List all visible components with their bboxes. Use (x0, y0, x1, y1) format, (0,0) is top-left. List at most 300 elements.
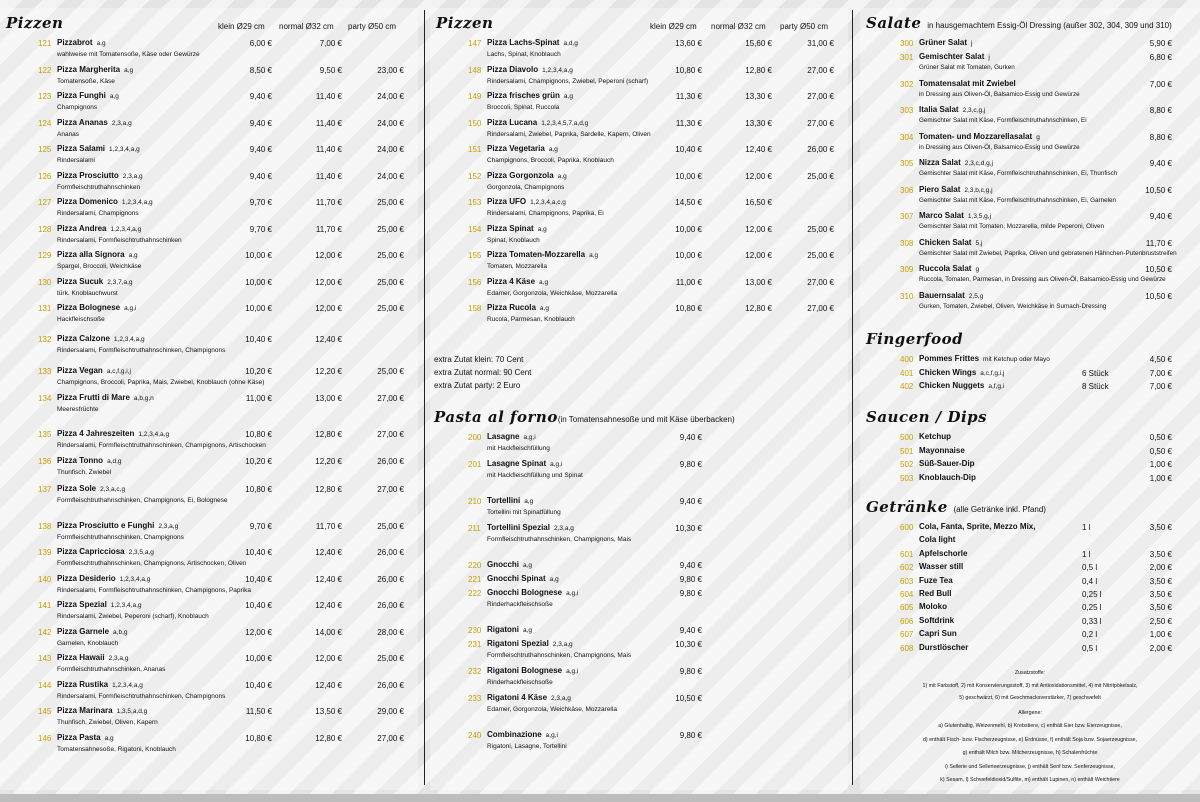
menu-item-pizza (0, 706, 418, 732)
item-name (57, 484, 125, 493)
item-number: 201 (468, 460, 482, 469)
item-name-text: Pommes Frittes (919, 354, 980, 363)
item-number: 121 (38, 39, 52, 48)
item-price: 12,00 € (315, 654, 342, 663)
item-number: 155 (468, 251, 482, 260)
item-description: Tomatensahnesoße, Rigatoni, Knoblauch (57, 745, 176, 753)
item-price: 27,00 € (807, 65, 834, 75)
item-name: Mayonnaise (919, 445, 965, 455)
item-price: 12,00 € (745, 171, 772, 181)
item-description: Rinderhackfleischsoße (487, 679, 553, 686)
item-price: 12,40 € (315, 601, 342, 610)
item-price: 12,20 € (315, 456, 342, 466)
menu-item-sauce (860, 446, 1200, 460)
item-number: 154 (468, 224, 482, 234)
item-name: Capri Sun (919, 629, 957, 639)
item-number: 221 (468, 575, 482, 584)
item-description: Spinat, Knoblauch (487, 236, 540, 244)
allergen-line: k) Sesam, l) Schwefeldioxid/Sulfite, m) enthält Lupinen, n) enthält Weichtiere (940, 777, 1120, 783)
item-number: 151 (468, 145, 482, 154)
item-name-text: Pizza Pasta (57, 732, 101, 742)
pizzen-title-2: Pizzen (436, 14, 494, 32)
allergen-codes: a,d,g (563, 40, 578, 47)
menu-item-pizza (0, 653, 418, 679)
item-number: 122 (38, 65, 52, 75)
item-name (487, 574, 559, 583)
item-name (919, 291, 983, 300)
item-name (57, 118, 132, 127)
item-name-text: Lasagne (487, 432, 520, 441)
item-name-text: Rigatoni (487, 625, 519, 634)
item-number: 149 (468, 92, 482, 101)
item-name (919, 132, 1040, 141)
item-price: 27,00 € (377, 430, 404, 439)
item-number: 308 (900, 238, 914, 248)
item-description: Formfleischtruthahnschinken, Ananas (57, 666, 166, 673)
item-name (487, 730, 558, 739)
item-name-text: Pizza Spinat (487, 223, 534, 233)
menu-column-3 (860, 8, 1200, 790)
item-name-text: Chicken Salat (919, 237, 972, 247)
item-number: 222 (468, 589, 482, 598)
item-description: Edamer, Gorgonzola, Weichkäse, Mozzarella (487, 706, 617, 713)
item-price: 3,50 € (1149, 576, 1172, 586)
allergen-codes: a,g (549, 576, 559, 583)
item-description: Gemischter Salat mit Tomaten, Mozzarella, milde Peperoni, Oliven (919, 223, 1105, 230)
item-number: 127 (38, 198, 52, 207)
item-price: 10,50 € (1145, 185, 1172, 195)
item-name-text: Pizza Sole (57, 484, 97, 493)
allergen-codes: 2,3,a,c,g (100, 486, 126, 493)
allergen-codes: 1,2,3,4,a,g (119, 575, 151, 583)
item-number: 500 (900, 433, 914, 442)
allergen-codes: a,g,i (124, 305, 137, 312)
item-description: Formfleischtruthahnschinken, Champignons, Mais (487, 536, 632, 543)
allergen-codes: 1,2,3,4,a,g (110, 602, 142, 609)
menu-item-pizza (430, 250, 848, 276)
item-description: Rindersalami, Champignons (57, 210, 139, 217)
allergen-codes: 1,2,3,4,a,g (113, 335, 145, 343)
item-price: 11,40 € (315, 92, 342, 101)
size-header-party-2: party Ø50 cm (780, 22, 829, 31)
item-name-text: Pizza Hawaii (57, 653, 105, 662)
allergen-codes: a,g (563, 93, 573, 100)
item-price: 9,80 € (679, 460, 702, 469)
item-price: 11,00 € (245, 393, 272, 403)
item-name-text: Gemischter Salat (919, 52, 985, 61)
item-name: Wasser still (919, 562, 964, 572)
item-description: Rindersalami, Formfleischtruthahnschinken, Champignons (57, 692, 226, 700)
item-number: 130 (38, 277, 52, 287)
item-description: Thunfisch, Zwiebel (57, 468, 112, 476)
item-description: Champignons, Broccoli, Paprika, Mais, Zwiebel, Knoblauch (ohne Käse) (57, 379, 265, 386)
item-price: 9,40 € (249, 118, 272, 128)
item-quantity: 8 Stück (1082, 382, 1109, 391)
item-description: Rindersalami, Formfleischtruthahnschinken, Champignons, Paprika (57, 586, 252, 594)
item-name (57, 250, 138, 259)
allergen-codes: 1,3,5,a,d,g (116, 708, 148, 715)
column-divider (424, 10, 425, 785)
item-description: Gemischter Salat mit Zwiebel, Paprika, Oliven und gebratenen Hähnchen-Putenbruststreifen (919, 249, 1177, 257)
allergen-codes: a,c,f,g,i,j (106, 368, 132, 375)
item-description: Tortellini mit Spinatfüllung (487, 509, 561, 516)
menu-item-pizza (0, 521, 418, 547)
item-name-text: Pizza alla Signora (57, 250, 125, 259)
allergen-codes: 2,3,a,g (553, 525, 574, 532)
item-number: 232 (468, 667, 482, 676)
item-price: 14,50 € (675, 198, 702, 207)
item-name: Cola, Fanta, Sprite, Mezzo Mix, (919, 522, 1036, 531)
saucen-title: Saucen / Dips (866, 408, 988, 426)
item-number: 501 (900, 446, 914, 456)
allergen-codes: 2,3,b,c,g,j (964, 186, 993, 194)
item-name (919, 354, 1050, 363)
item-name (57, 627, 128, 636)
menu-item-pasta (430, 496, 848, 522)
menu-item-drink (860, 535, 1200, 549)
item-name (919, 264, 979, 273)
allergen-codes: a,g (537, 225, 547, 233)
item-name (57, 224, 141, 233)
item-number: 303 (900, 106, 914, 115)
item-name (919, 105, 985, 114)
item-description: Gemischter Salat mit Käse, Formfleischtruthahnschinken, Ei, Thunfisch (919, 170, 1118, 177)
item-price: 27,00 € (807, 118, 834, 128)
item-price: 25,00 € (377, 654, 404, 663)
item-price: 12,00 € (315, 251, 342, 260)
item-name (487, 38, 578, 47)
item-price: 25,00 € (377, 521, 404, 531)
item-price: 12,40 € (315, 334, 342, 344)
item-price: 10,80 € (245, 430, 272, 439)
item-price: 9,80 € (679, 731, 702, 740)
item-description: mit Hackfleischfüllung und Spinat (487, 472, 583, 479)
item-name: Durstlöscher (919, 642, 969, 652)
item-name-text: Pizza UFO (487, 197, 527, 206)
item-price: 11,70 € (315, 521, 342, 531)
allergen-codes: a,g,i (566, 590, 579, 597)
getraenke-subtitle: (alle Getränke inkl. Pfand) (953, 505, 1046, 514)
item-name (57, 680, 143, 689)
item-name: Softdrink (919, 615, 955, 625)
item-description: Tomatensoße, Käse (57, 77, 115, 85)
menu-item-salat (860, 158, 1200, 177)
item-number: 135 (38, 430, 52, 439)
item-name (487, 432, 536, 441)
item-name-text: Ruccola Salat (919, 264, 972, 273)
item-price: 12,00 € (745, 224, 772, 234)
item-name (57, 366, 131, 375)
item-number: 304 (900, 132, 914, 142)
menu-item-drink (860, 562, 1200, 576)
item-price: 26,00 € (807, 145, 834, 154)
item-number: 139 (38, 548, 52, 557)
item-price: 24,00 € (377, 92, 404, 101)
item-price: 1,00 € (1149, 473, 1172, 483)
item-number: 146 (38, 733, 52, 743)
item-name (487, 666, 578, 675)
item-price: 10,40 € (245, 334, 272, 344)
menu-item-drink (860, 522, 1200, 536)
item-price: 9,40 € (679, 626, 702, 635)
allergen-codes: a,g,i (550, 461, 563, 468)
item-description: Thunfisch, Zwiebel, Oliven, Kapern (57, 719, 158, 726)
item-price: 14,00 € (315, 627, 342, 637)
item-price: 9,40 € (249, 145, 272, 154)
item-price: 10,30 € (675, 640, 702, 649)
allergen-codes: a,g (523, 627, 533, 634)
menu-item-pizza (0, 144, 418, 170)
menu-item-fingerfood (860, 354, 1200, 368)
item-description: Spargel, Broccoli, Weichkäse (57, 263, 142, 270)
item-description: Gemischter Salat mit Käse, Formfleischtruthahnschinken, Ei, Garnelen (919, 196, 1117, 204)
item-number: 607 (900, 630, 914, 640)
menu-item-salat (860, 237, 1200, 257)
item-price: 26,00 € (377, 601, 404, 610)
menu-item-pizza (430, 277, 848, 303)
item-price: 7,00 € (1149, 382, 1172, 391)
menu-item-pizza (0, 547, 418, 573)
pizza-column-1 (0, 8, 418, 790)
item-number: 138 (38, 521, 52, 531)
allergen-codes: a,g,i (523, 434, 536, 441)
item-name (919, 158, 993, 167)
menu-item-fingerfood (860, 381, 1200, 395)
item-price: 11,30 € (675, 92, 702, 101)
item-price: 10,00 € (675, 251, 702, 260)
menu-item-sauce (860, 473, 1200, 487)
item-price: 12,80 € (315, 485, 342, 494)
item-price: 10,00 € (245, 654, 272, 663)
item-name (57, 393, 154, 402)
item-price: 23,00 € (377, 65, 404, 75)
item-price: 9,70 € (249, 224, 272, 234)
allergen-codes: j (988, 54, 990, 61)
item-price: 8,80 € (1149, 106, 1172, 115)
item-description: Rindersalami, Formfleischtruthahnschinken, Champignons, Artischocken (57, 442, 266, 449)
item-price: 12,00 € (315, 277, 342, 287)
item-name-text: Pizza Margherita (57, 64, 121, 74)
item-price: 3,50 € (1149, 603, 1172, 613)
item-number: 210 (468, 497, 482, 506)
item-description: Rindersalami, Champignons, Zwiebel, Peperoni (scharf) (487, 77, 649, 85)
item-volume: 0,33 l (1082, 616, 1102, 626)
item-price: 12,80 € (315, 733, 342, 743)
item-price: 1,00 € (1149, 630, 1172, 640)
item-price: 13,00 € (315, 393, 342, 403)
item-description: Garnelen, Knoblauch (57, 639, 119, 647)
size-header-normal: normal Ø32 cm (279, 22, 334, 31)
item-number: 123 (38, 92, 52, 101)
menu-item-pasta (430, 432, 848, 458)
item-price: 26,00 € (377, 548, 404, 557)
item-price: 9,40 € (1149, 159, 1172, 168)
menu-item-pizza (0, 456, 418, 482)
item-number: 220 (468, 561, 482, 570)
item-name-text: Pizza Tonno (57, 455, 104, 465)
item-price: 12,00 € (745, 251, 772, 260)
item-number: 603 (900, 576, 914, 586)
item-description: Hackfleischsoße (57, 316, 105, 323)
item-price: 3,50 € (1149, 590, 1172, 599)
item-price: 12,40 € (315, 548, 342, 557)
item-number: 132 (38, 334, 52, 344)
item-name: Süß-Sauer-Dip (919, 459, 975, 468)
item-number: 400 (900, 355, 914, 364)
item-number: 240 (468, 731, 482, 740)
item-price: 11,70 € (315, 198, 342, 207)
getraenke-title (866, 498, 1046, 516)
item-price: 13,30 € (745, 92, 772, 101)
item-description: Ananas (57, 130, 80, 138)
item-number: 230 (468, 626, 482, 635)
zusatzstoff-line: 5) geschwärzt, 6) mit Geschmacksverstärker, 7) geschwefelt (959, 695, 1101, 701)
item-description: Formfleischtruthahnschinken, Champignons, Artischocken, Oliven (57, 560, 247, 567)
item-price: 24,00 € (377, 145, 404, 154)
item-price: 27,00 € (807, 277, 834, 287)
item-price: 11,50 € (245, 707, 272, 716)
item-name-text: Lasagne Spinat (487, 459, 547, 468)
menu-item-pizza (0, 393, 418, 419)
allergen-line: d) enthält Fisch- bzw. Fischerzeugnisse, e) Erdnüsse, f) enthält Soja bzw. Sojaerzeugnisse, (922, 736, 1138, 743)
item-price: 31,00 € (807, 39, 834, 48)
item-number: 401 (900, 368, 914, 378)
item-price: 7,00 € (1149, 368, 1172, 378)
item-number: 502 (900, 460, 914, 469)
bottom-bar (0, 794, 1200, 802)
item-description: Rindersalami, Formfleischtruthahnschinken (57, 236, 182, 244)
item-number: 608 (900, 643, 914, 653)
item-name-text: Pizza Rustika (57, 679, 109, 689)
item-name (57, 653, 128, 662)
item-price: 10,40 € (245, 680, 272, 690)
item-price: 10,40 € (245, 574, 272, 584)
item-name-text: Pizza Desiderio (57, 573, 116, 583)
item-name (57, 303, 136, 312)
allergen-codes: a,g (104, 734, 114, 742)
item-price: 12,40 € (315, 680, 342, 690)
menu-item-pasta (430, 730, 848, 756)
item-price: 1,00 € (1149, 460, 1172, 469)
item-name-text: Pizza Vegetaria (487, 144, 545, 153)
item-name (487, 197, 566, 206)
item-volume: 1 l (1082, 549, 1091, 559)
item-price: 12,80 € (745, 304, 772, 313)
item-number: 136 (38, 456, 52, 466)
item-price: 25,00 € (807, 171, 834, 181)
item-name-text: Tortellini Spezial (487, 523, 550, 532)
menu-item-pizza (0, 733, 418, 759)
item-price: 10,00 € (675, 171, 702, 181)
item-price: 10,00 € (245, 251, 272, 260)
item-name (487, 118, 588, 127)
item-volume: 0,25 l (1082, 590, 1102, 599)
allergen-codes: a,d,g (107, 457, 122, 465)
item-name (919, 211, 991, 220)
menu-item-pizza (0, 250, 418, 276)
item-name (919, 368, 1005, 377)
item-name: Fuze Tea (919, 575, 953, 585)
item-description: Rucola, Parmesan, Knoblauch (487, 316, 575, 323)
item-price: 10,40 € (245, 548, 272, 557)
item-description: Formfleischtruthahnschinken, Champignons, Ei, Bolognese (57, 497, 228, 504)
menu-item-pizza (430, 224, 848, 250)
menu-item-pizza (0, 277, 418, 303)
menu-item-drink (860, 643, 1200, 657)
item-name-text: Pizza Spezial (57, 600, 107, 609)
item-description: Rindersalami, Zwiebel, Peperoni (scharf), Knoblauch (57, 613, 209, 620)
allergen-codes: 1,3,5,g,j (967, 213, 992, 220)
allergen-codes: a,g (539, 278, 549, 286)
allergen-codes: a,b,g,n (133, 394, 154, 402)
item-name (919, 381, 1004, 390)
menu-item-pizza (0, 484, 418, 510)
item-description: Tomaten, Mozzarella (487, 263, 547, 270)
menu-item-salat (860, 105, 1200, 124)
item-number: 602 (900, 563, 914, 573)
allergen-codes: a,g (128, 252, 138, 259)
item-price: 12,40 € (315, 574, 342, 584)
item-name-text: Pizza Salami (57, 144, 106, 153)
item-price: 12,40 € (745, 145, 772, 154)
item-name (919, 238, 982, 247)
item-name-text: Pizza Domenico (57, 197, 118, 206)
item-price: 13,30 € (745, 118, 772, 128)
item-name (487, 560, 532, 569)
item-description: Grüner Salat mit Tomaten, Gurken (919, 64, 1015, 71)
menu-item-pizza (0, 171, 418, 197)
item-price: 3,50 € (1149, 523, 1172, 532)
menu-item-pasta (430, 639, 848, 665)
item-price: 10,00 € (675, 224, 702, 234)
item-price: 9,40 € (679, 561, 702, 570)
item-description: Broccoli, Spinat, Ruccola (487, 104, 560, 111)
menu-item-pizza (0, 627, 418, 653)
item-name: Red Bull (919, 589, 952, 598)
item-name-text: Pizza Lucana (487, 117, 538, 127)
menu-item-salat (860, 38, 1200, 52)
menu-item-pizza (430, 38, 848, 64)
item-price: 25,00 € (807, 224, 834, 234)
allergen-codes: 1,2,3,4,a,g (112, 681, 143, 689)
menu-item-sauce (860, 459, 1200, 473)
item-description: Rinderhackfleischsoße (487, 601, 553, 608)
extra-zutat-party: extra Zutat party: 2 Euro (434, 381, 521, 390)
item-description: Rindersalami (57, 157, 95, 164)
item-price: 6,00 € (249, 39, 272, 48)
item-name (57, 733, 114, 742)
item-name-text: Pizza Prosciutto e Funghi (57, 520, 155, 530)
menu-item-drink (860, 549, 1200, 563)
item-number: 601 (900, 549, 914, 559)
item-price: 0,50 € (1149, 446, 1172, 456)
menu-item-pasta (430, 588, 848, 614)
item-name-text: Gnocchi Spinat (487, 574, 546, 583)
item-number: 134 (38, 393, 52, 403)
item-price: 8,50 € (249, 65, 272, 75)
item-price: 27,00 € (807, 92, 834, 101)
item-price: 24,00 € (377, 118, 404, 128)
item-price: 12,00 € (245, 627, 272, 637)
item-number: 144 (38, 680, 52, 690)
item-price: 10,00 € (245, 277, 272, 287)
item-price: 27,00 € (377, 393, 404, 403)
item-price: 5,90 € (1149, 39, 1172, 48)
item-name-text: Chicken Wings (919, 367, 977, 377)
item-description: Rindersalami, Champignons, Paprika, Ei (487, 210, 604, 217)
item-name (919, 79, 1020, 88)
item-price: 13,00 € (745, 277, 772, 287)
